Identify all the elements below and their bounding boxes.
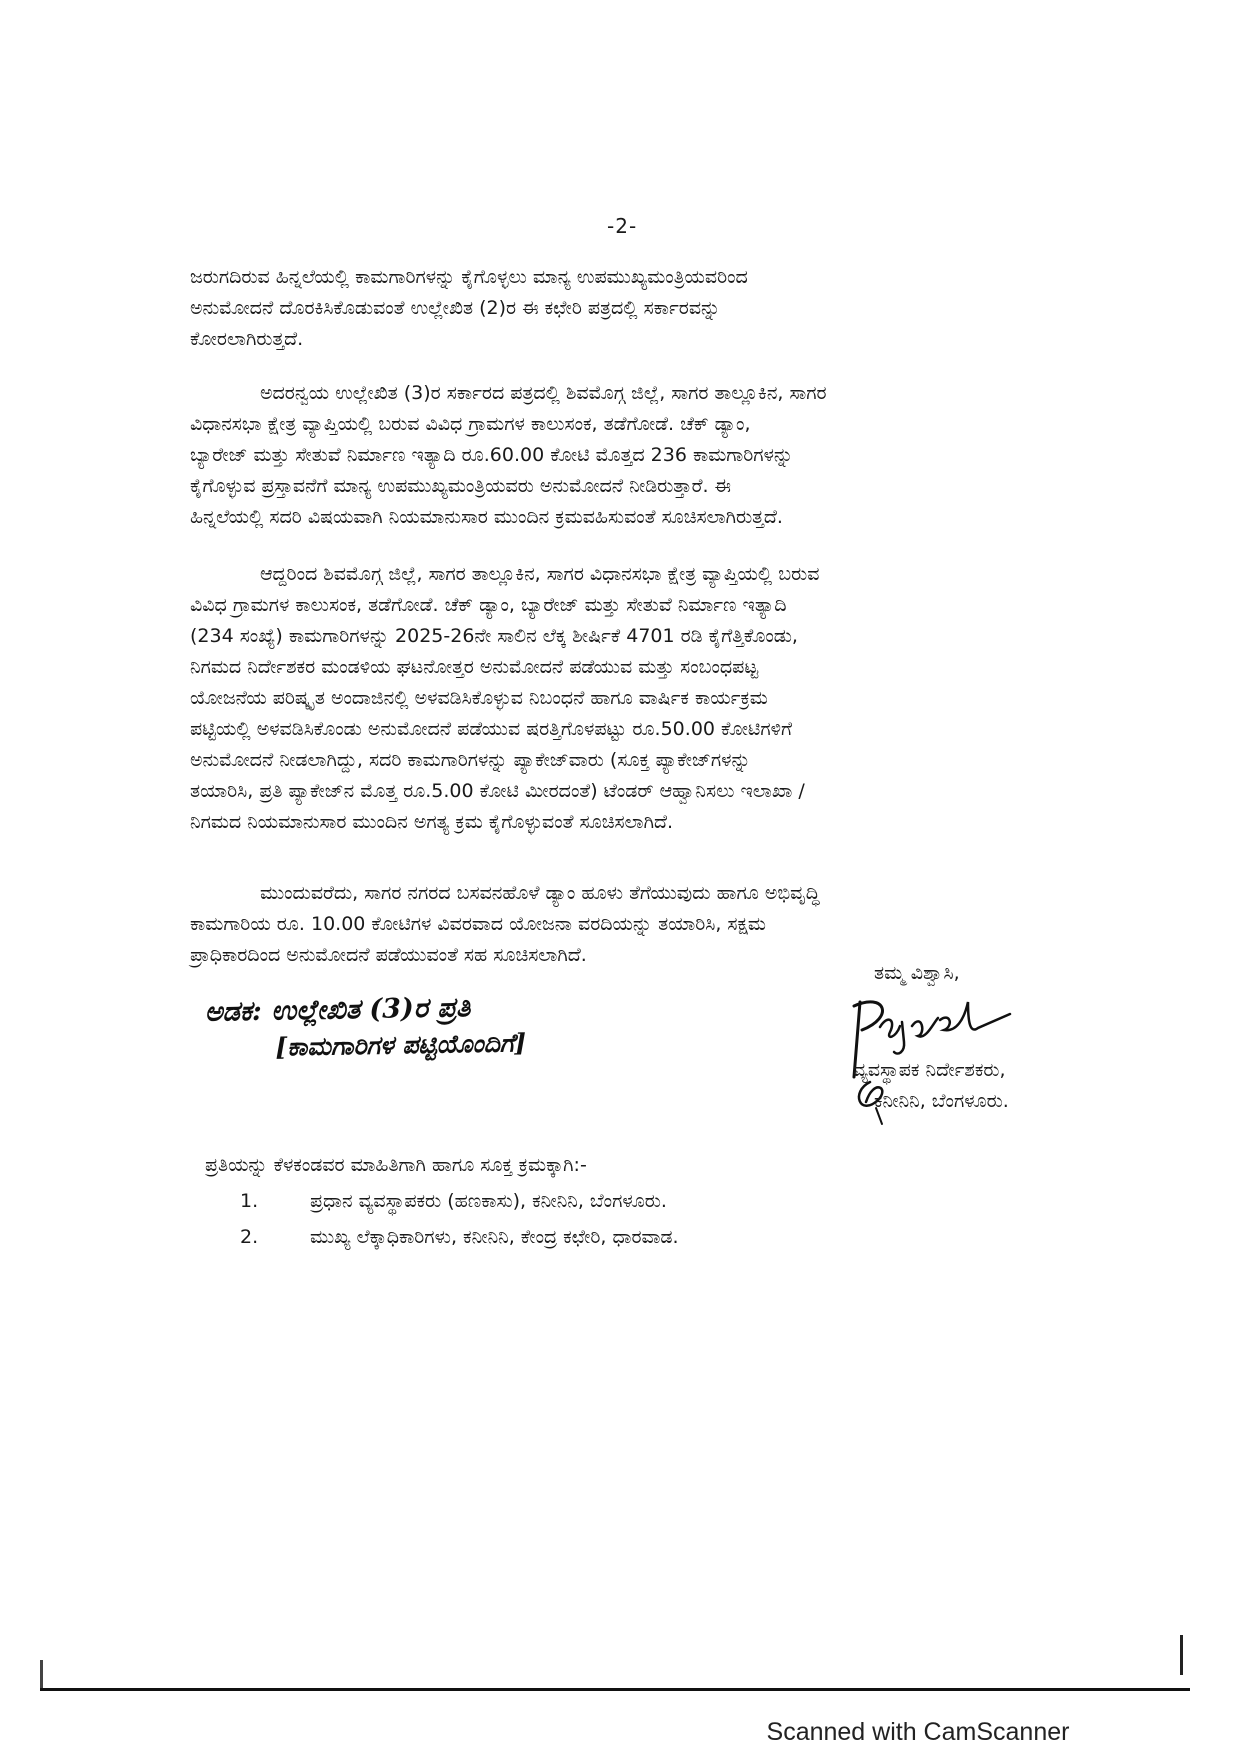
paragraph-line: ವಿವಿಧ ಗ್ರಾಮಗಳ ಕಾಲುಸಂಕ, ತಡೆಗೋಡೆ. ಚೆಕ್ ಡ್ಯಾಂ, ಬ್ಯಾರೇಜ್ ಮತ್ತು ಸೇತುವೆ ನಿರ್ಮಾಣ ಇತ್ಯಾದಿ bbox=[190, 594, 787, 616]
paragraph-line: ಮುಂದುವರೆದು, ಸಾಗರ ನಗರದ ಬಸವನಹೊಳೆ ಡ್ಯಾಂ ಹೂಳು ತೆಗೆಯುವುದು ಹಾಗೂ ಅಭಿವೃದ್ಧಿ bbox=[260, 882, 820, 904]
copy-item-text: ಪ್ರಧಾನ ವ್ಯವಸ್ಥಾಪಕರು (ಹಣಕಾಸು), ಕನೀನಿನಿ, ಬೆಂಗಳೂರು. bbox=[310, 1190, 667, 1212]
body-paragraph-2 bbox=[190, 378, 1070, 533]
paragraph-line: ಅನುಮೋದನೆ ನೀಡಲಾಗಿದ್ದು, ಸದರಿ ಕಾಮಗಾರಿಗಳನ್ನು ಪ್ಯಾಕೇಜ್‌ವಾರು (ಸೂಕ್ತ ಪ್ಯಾಕೇಜ್‌ಗಳನ್ನು bbox=[190, 749, 751, 771]
copy-to-item bbox=[240, 1186, 667, 1216]
paragraph-line: ಅನುಮೋದನೆ ದೊರಕಿಸಿಕೊಡುವಂತೆ ಉಲ್ಲೇಖಿತ (2)ರ ಈ ಕಛೇರಿ ಪತ್ರದಲ್ಲಿ ಸರ್ಕಾರವನ್ನು bbox=[190, 297, 721, 319]
paragraph-line: ಬ್ಯಾರೇಜ್ ಮತ್ತು ಸೇತುವೆ ನಿರ್ಮಾಣ ಇತ್ಯಾದಿ ರೂ.60.00 ಕೋಟಿ ಮೊತ್ತದ 236 ಕಾಮಗಾರಿಗಳನ್ನು bbox=[190, 444, 794, 466]
paragraph-line: ತಯಾರಿಸಿ, ಪ್ರತಿ ಪ್ಯಾಕೇಜ್‌ನ ಮೊತ್ತ ರೂ.5.00 ಕೋಟಿ ಮೀರದಂತೆ) ಟೆಂಡರ್ ಆಹ್ವಾನಿಸಲು ಇಲಾಖಾ / bbox=[190, 780, 805, 802]
closing-salutation: ತಮ್ಮ ವಿಶ್ವಾಸಿ, bbox=[874, 962, 960, 984]
copy-to-heading: ಪ್ರತಿಯನ್ನು ಕೆಳಕಂಡವರ ಮಾಹಿತಿಗಾಗಿ ಹಾಗೂ ಸೂಕ್ತ ಕ್ರಮಕ್ಕಾಗಿ:- bbox=[205, 1154, 587, 1176]
signatory-office: ಕನೀನಿನಿ, ಬೆಂಗಳೂರು. bbox=[874, 1090, 1009, 1112]
scanner-watermark bbox=[0, 1718, 1240, 1747]
copy-item-number: 2. bbox=[240, 1226, 259, 1248]
paragraph-line: ವಿಧಾನಸಭಾ ಕ್ಷೇತ್ರ ವ್ಯಾಪ್ತಿಯಲ್ಲಿ ಬರುವ ವಿವಿಧ ಗ್ರಾಮಗಳ ಕಾಲುಸಂಕ, ತಡೆಗೋಡೆ. ಚೆಕ್ ಡ್ಯಾಂ, bbox=[190, 413, 751, 435]
paragraph-line: ಕೈಗೊಳ್ಳುವ ಪ್ರಸ್ತಾವನೆಗೆ ಮಾನ್ಯ ಉಪಮುಖ್ಯಮಂತ್ರಿಯವರು ಅನುಮೋದನೆ ನೀಡಿರುತ್ತಾರೆ. ಈ bbox=[190, 475, 732, 497]
paragraph-line: ನಿಗಮದ ನಿಯಮಾನುಸಾರ ಮುಂದಿನ ಅಗತ್ಯ ಕ್ರಮ ಕೈಗೊಳ್ಳುವಂತೆ ಸೂಚಿಸಲಾಗಿದೆ. bbox=[190, 811, 674, 833]
paragraph-line: ಕೋರಲಾಗಿರುತ್ತದೆ. bbox=[190, 328, 304, 350]
paragraph-line: (234 ಸಂಖ್ಯೆ) ಕಾಮಗಾರಿಗಳನ್ನು 2025-26ನೇ ಸಾಲಿನ ಲೆಕ್ಕ ಶೀರ್ಷಿಕೆ 4701 ರಡಿ ಕೈಗೆತ್ತಿಕೊಂಡು, bbox=[190, 625, 798, 647]
body-paragraph-3 bbox=[190, 559, 1070, 838]
paragraph-line: ಆದ್ದರಿಂದ ಶಿವಮೊಗ್ಗ ಜಿಲ್ಲೆ, ಸಾಗರ ತಾಲ್ಲೂಕಿನ, ಸಾಗರ ವಿಧಾನಸಭಾ ಕ್ಷೇತ್ರ ವ್ಯಾಪ್ತಿಯಲ್ಲಿ ಬರುವ bbox=[260, 563, 820, 585]
scan-bottom-edge-line bbox=[40, 1688, 1190, 1691]
copy-to-item bbox=[240, 1222, 679, 1252]
paragraph-line: ಪ್ರಾಧಿಕಾರದಿಂದ ಅನುಮೋದನೆ ಪಡೆಯುವಂತೆ ಸಹ ಸೂಚಿಸಲಾಗಿದೆ. bbox=[190, 944, 587, 966]
copy-item-number: 1. bbox=[240, 1190, 259, 1212]
scan-edge-mark-left bbox=[40, 1660, 43, 1690]
enclosure-line-1: ಅಡಕ: ಉಲ್ಲೇಖಿತ (3)ರ ಪ್ರತಿ bbox=[204, 992, 471, 1028]
paragraph-line: ಅದರನ್ವಯ ಉಲ್ಲೇಖಿತ (3)ರ ಸರ್ಕಾರದ ಪತ್ರದಲ್ಲಿ ಶಿವಮೊಗ್ಗ ಜಿಲ್ಲೆ, ಸಾಗರ ತಾಲ್ಲೂಕಿನ, ಸಾಗರ bbox=[260, 382, 827, 404]
enclosure-line-2: [ಕಾಮಗಾರಿಗಳ ಪಟ್ಟಿಯೊಂದಿಗೆ] bbox=[275, 1028, 527, 1062]
body-paragraph-1 bbox=[190, 262, 1070, 355]
scan-edge-mark-right bbox=[1180, 1635, 1183, 1675]
paragraph-line: ಯೋಜನೆಯ ಪರಿಷ್ಕೃತ ಅಂದಾಜಿನಲ್ಲಿ ಅಳವಡಿಸಿಕೊಳ್ಳುವ ನಿಬಂಧನೆ ಹಾಗೂ ವಾರ್ಷಿಕ ಕಾರ್ಯಕ್ರಮ bbox=[190, 687, 768, 709]
paragraph-line: ನಿಗಮದ ನಿರ್ದೇಶಕರ ಮಂಡಳಿಯ ಘಟನೋತ್ತರ ಅನುಮೋದನೆ ಪಡೆಯುವ ಮತ್ತು ಸಂಬಂಧಪಟ್ಟ bbox=[190, 656, 759, 678]
paragraph-line: ಹಿನ್ನಲೆಯಲ್ಲಿ ಸದರಿ ವಿಷಯವಾಗಿ ನಿಯಮಾನುಸಾರ ಮುಂದಿನ ಕ್ರಮವಹಿಸುವಂತೆ ಸೂಚಿಸಲಾಗಿರುತ್ತದೆ. bbox=[190, 506, 783, 528]
watermark-text: Scanned with CamScanner bbox=[766, 1718, 1070, 1746]
handwritten-enclosure-note bbox=[204, 989, 526, 1067]
signatory-designation: ವ್ಯವಸ್ಥಾಪಕ ನಿರ್ದೇಶಕರು, bbox=[853, 1059, 1006, 1081]
copy-item-text: ಮುಖ್ಯ ಲೆಕ್ಕಾಧಿಕಾರಿಗಳು, ಕನೀನಿನಿ, ಕೇಂದ್ರ ಕಛೇರಿ, ಧಾರವಾಡ. bbox=[310, 1226, 679, 1248]
paragraph-line: ಪಟ್ಟಿಯಲ್ಲಿ ಅಳವಡಿಸಿಕೊಂಡು ಅನುಮೋದನೆ ಪಡೆಯುವ ಷರತ್ತಿಗೊಳಪಟ್ಟು ರೂ.50.00 ಕೋಟಿಗಳಿಗೆ bbox=[190, 718, 793, 740]
page-number: -2- bbox=[607, 214, 638, 238]
paragraph-line: ಕಾಮಗಾರಿಯ ರೂ. 10.00 ಕೋಟಿಗಳ ವಿವರವಾದ ಯೋಜನಾ ವರದಿಯನ್ನು ತಯಾರಿಸಿ, ಸಕ್ಷಮ bbox=[190, 913, 766, 935]
paragraph-line: ಜರುಗದಿರುವ ಹಿನ್ನಲೆಯಲ್ಲಿ ಕಾಮಗಾರಿಗಳನ್ನು ಕೈಗೊಳ್ಳಲು ಮಾನ್ಯ ಉಪಮುಖ್ಯಮಂತ್ರಿಯವರಿಂದ bbox=[190, 266, 748, 288]
